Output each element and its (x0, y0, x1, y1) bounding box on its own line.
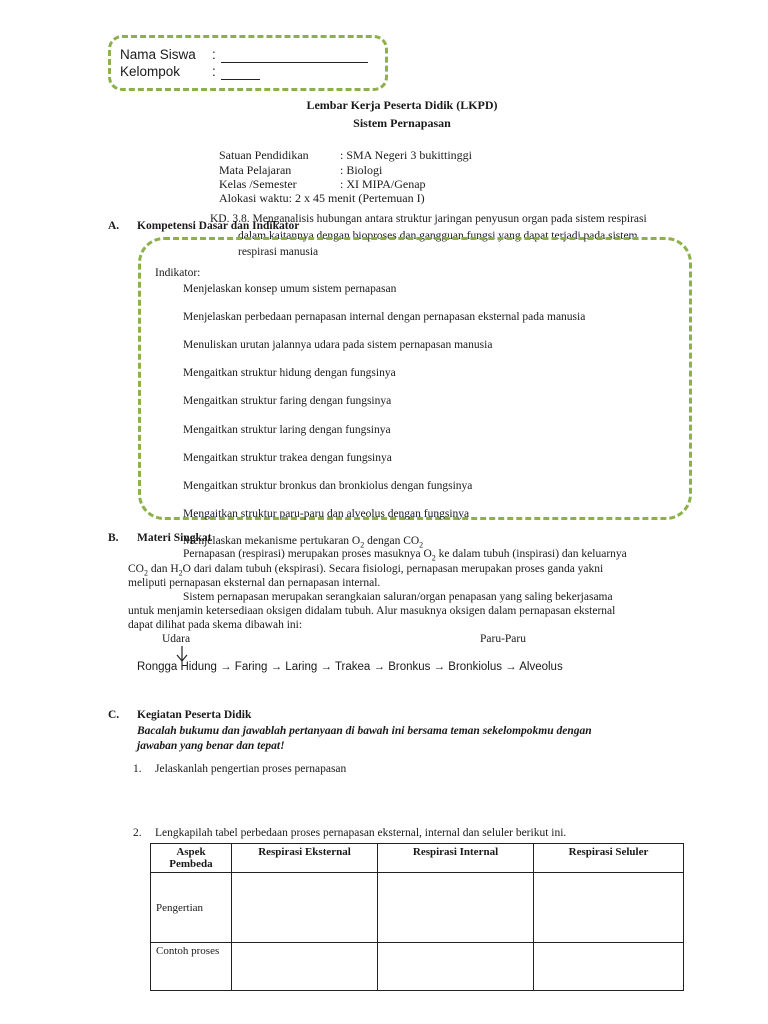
question-1-text: Jelaskanlah pengertian proses pernapasan (155, 763, 347, 775)
group-blank-line[interactable] (221, 67, 260, 80)
materi-p1-text-d: dan H (147, 563, 179, 575)
time-allocation: Alokasi waktu: 2 x 45 menit (Pertemuan I) (219, 191, 425, 205)
student-info-box (108, 35, 388, 91)
indicator-item: Menjelaskan perbedaan pernapasan internal dengan pernapasan eksternal pada manusia (183, 311, 586, 323)
table-row (151, 943, 684, 991)
indicator-last-pre: Menjelaskan mekanisme pertukaran O (183, 535, 361, 547)
table-header: Respirasi Seluler (534, 844, 684, 873)
group-colon: : (212, 64, 216, 79)
kd-text-3: respirasi manusia (238, 246, 319, 258)
table-row-label: Contoh proses (151, 943, 232, 991)
table-header: Respirasi Internal (378, 844, 534, 873)
question-1-number: 1. (133, 763, 142, 775)
document-title: Lembar Kerja Peserta Didik (LKPD) (306, 98, 498, 112)
name-label: Nama Siswa (120, 47, 196, 62)
kd-text-1: KD. 3.8. Menganalisis hubungan antara struktur jaringan penyusun organ pada sistem respirasi (210, 213, 647, 225)
info-label-1: Satuan Pendidikan (219, 148, 309, 162)
indicator-item: Menjelaskan konsep umum sistem pernapasan (183, 283, 397, 295)
table-cell[interactable] (534, 943, 684, 991)
flow-start-label: Udara (162, 633, 191, 645)
indicator-item: Menuliskan urutan jalannya udara pada sistem pernapasan manusia (183, 339, 493, 351)
subscript-2: 2 (178, 568, 183, 578)
subscript-2: 2 (360, 540, 365, 550)
info-value-1: : SMA Negeri 3 bukittinggi (340, 148, 472, 162)
table-row (151, 873, 684, 943)
subscript-2: 2 (419, 540, 424, 550)
section-a-letter: A. (108, 220, 120, 232)
indicator-item: Mengaitkan struktur laring dengan fungsinya (183, 424, 391, 436)
instruction-line-1: Bacalah bukumu dan jawablah pertanyaan di bawah ini bersama teman sekelompokmu dengan (137, 725, 592, 737)
question-2-number: 2. (133, 827, 142, 839)
materi-p1-l1 (183, 548, 697, 562)
info-label-2: Mata Pelajaran (219, 163, 292, 177)
materi-p1-l3: meliputi pernapasan eksternal dan pernapasan internal. (128, 577, 381, 589)
materi-p2-l2: untuk menjamin ketersediaan oksigen didalam tubuh. Alur masuknya oksigen dalam pernapasan eksternal (128, 605, 616, 617)
materi-p2-l1: Sistem pernapasan merupakan serangkaian saluran/organ penapasan yang saling bekerjasama (183, 591, 613, 603)
materi-p1-text-e: O dari dalam tubuh (ekspirasi). Secara fisiologi, pernapasan merupakan proses ganda yakni (182, 563, 604, 575)
table-cell[interactable] (378, 943, 534, 991)
section-b-heading: Materi Singkat (137, 532, 212, 544)
name-blank-line[interactable] (221, 50, 368, 63)
table-cell[interactable] (534, 873, 684, 943)
comparison-table (150, 843, 684, 991)
table-header-row (151, 844, 684, 873)
table-cell[interactable] (378, 873, 534, 943)
indicator-label: Indikator: (155, 267, 201, 279)
subscript-2: 2 (431, 553, 436, 563)
document-subtitle: Sistem Pernapasan (353, 116, 451, 130)
name-colon: : (212, 47, 216, 62)
materi-p1-l2 (128, 563, 603, 577)
kd-text-2: dalam kaitannya dengan bioproses dan gangguan fungsi yang dapat terjadi pada sistem (238, 230, 638, 242)
instruction-line-2: jawaban yang benar dan tepat! (137, 740, 285, 752)
table-cell[interactable] (232, 873, 378, 943)
table-cell[interactable] (232, 943, 378, 991)
section-a-heading: Kompetensi Dasar dan Indikator (137, 220, 300, 232)
table-row-label: Pengertian (151, 873, 232, 943)
flow-end-label: Paru-Paru (480, 633, 526, 645)
materi-p2-l3: dapat dilihat pada skema dibawah ini: (128, 619, 303, 631)
materi-p1-text-b: ke dalam tubuh (inspirasi) dan keluarnya (435, 548, 627, 560)
indicator-last-mid: dengan CO (364, 535, 420, 547)
materi-p1-text-a: Pernapasan (respirasi) merupakan proses masuknya O (183, 548, 432, 560)
indicator-item: Mengaitkan struktur paru-paru dan alveolus dengan fungsinya (183, 508, 470, 520)
table-header: Aspek Pembeda (151, 844, 232, 873)
indicator-item: Mengaitkan struktur trakea dengan fungsinya (183, 452, 392, 464)
subscript-2: 2 (143, 568, 148, 578)
indicator-item: Mengaitkan struktur faring dengan fungsinya (183, 395, 392, 407)
info-value-3: : XI MIPA/Genap (340, 177, 426, 191)
question-2-text: Lengkapilah tabel perbedaan proses pernapasan eksternal, internal dan seluler berikut ini. (155, 827, 567, 839)
indicator-item: Mengaitkan struktur hidung dengan fungsinya (183, 367, 396, 379)
respiratory-flow-chain: Rongga Hidung → Faring → Laring → Trakea → Bronkus → Bronkiolus → Alveolus (137, 661, 563, 673)
info-value-2: : Biologi (340, 163, 383, 177)
group-label: Kelompok (120, 64, 181, 79)
section-b-letter: B. (108, 532, 119, 544)
materi-p1-text-c: CO (128, 563, 144, 575)
section-c-heading: Kegiatan Peserta Didik (137, 709, 252, 721)
table-header: Respirasi Eksternal (232, 844, 378, 873)
section-c-letter: C. (108, 709, 120, 721)
info-label-3: Kelas /Semester (219, 177, 297, 191)
indicator-item: Mengaitkan struktur bronkus dan bronkiolus dengan fungsinya (183, 480, 473, 492)
